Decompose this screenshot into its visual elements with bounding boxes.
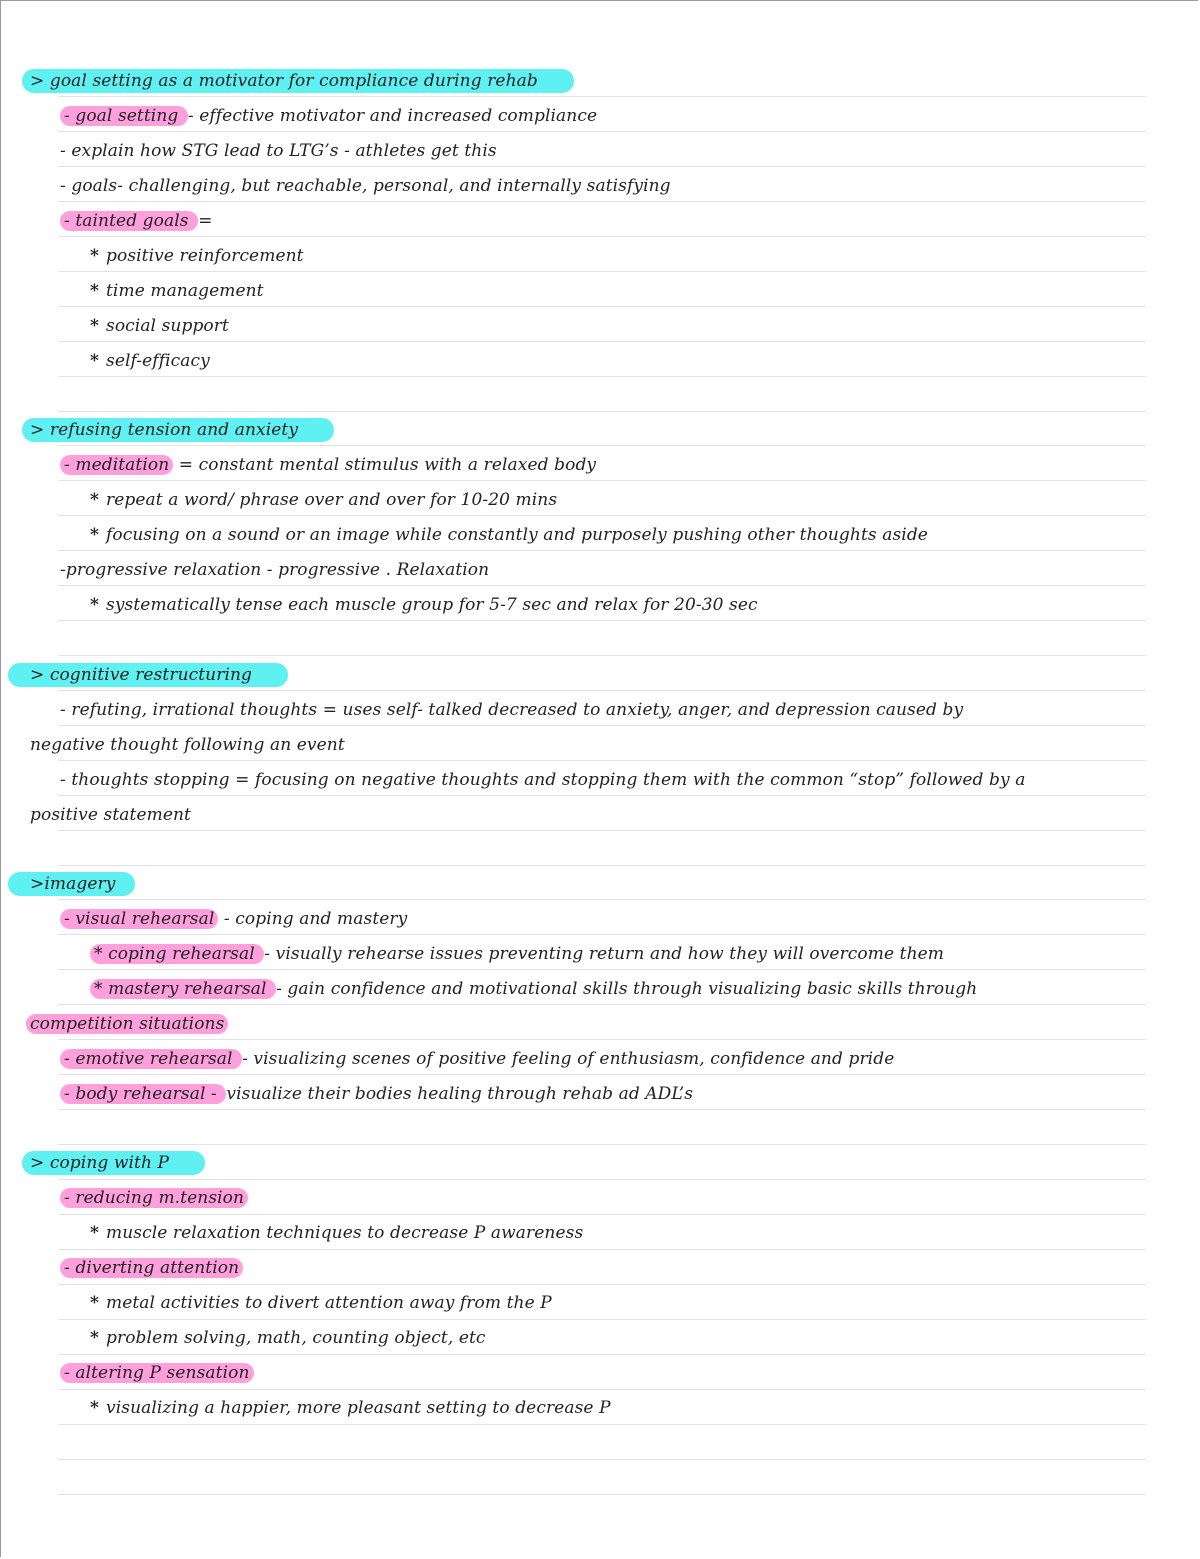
ruled-line xyxy=(58,1214,1146,1215)
note-line: -progressive relaxation - progressive . Relaxation xyxy=(60,560,490,580)
note-line: positive statement xyxy=(30,805,191,825)
highlighted-term: - goal setting xyxy=(60,106,188,126)
ruled-line xyxy=(58,480,1146,481)
ruled-line xyxy=(58,1354,1146,1355)
ruled-line xyxy=(58,1004,1146,1005)
ruled-line xyxy=(58,271,1146,272)
note-line: - emotive rehearsal - visualizing scenes of positive feeling of enthusiasm, confidence and pride xyxy=(60,1044,894,1074)
highlighted-term: - reducing m.tension xyxy=(60,1188,248,1208)
section-heading: > refusing tension and anxiety xyxy=(30,415,334,445)
ruled-line xyxy=(58,1319,1146,1320)
bullet-item: * time management xyxy=(90,281,264,301)
ruled-line xyxy=(58,1039,1146,1040)
ruled-line xyxy=(58,411,1146,412)
ruled-line xyxy=(58,865,1146,866)
highlighted-term: - body rehearsal - xyxy=(60,1084,226,1104)
ruled-line xyxy=(58,969,1146,970)
highlighted-term: - diverting attention xyxy=(60,1258,243,1278)
note-line: - thoughts stopping = focusing on negative thoughts and stopping them with the common “stop” followed by a xyxy=(60,770,1026,790)
note-line: - tainted goals = xyxy=(60,206,212,236)
highlighted-term: - meditation xyxy=(60,455,173,475)
highlighted-term: competition situations xyxy=(26,1014,228,1034)
note-line xyxy=(60,1253,243,1283)
ruled-line xyxy=(58,690,1146,691)
ruled-line xyxy=(58,934,1146,935)
ruled-line xyxy=(58,620,1146,621)
note-line: - goals- challenging, but reachable, personal, and internally satisfying xyxy=(60,176,671,196)
ruled-line xyxy=(58,550,1146,551)
section-heading: >imagery xyxy=(30,869,135,899)
note-line: - body rehearsal - visualize their bodies healing through rehab ad ADL’s xyxy=(60,1079,693,1109)
ruled-line xyxy=(58,1459,1146,1460)
ruled-line xyxy=(58,1144,1146,1145)
ruled-line xyxy=(58,1494,1146,1495)
bullet-item: * metal activities to divert attention away from the P xyxy=(90,1293,552,1313)
ruled-line xyxy=(58,1424,1146,1425)
bullet-item: * problem solving, math, counting object, etc xyxy=(90,1328,486,1348)
bullet-item: * self-efficacy xyxy=(90,351,210,371)
ruled-line xyxy=(58,445,1146,446)
highlighted-term: - altering P sensation xyxy=(60,1363,254,1383)
bullet-item: * focusing on a sound or an image while constantly and purposely pushing other thoughts aside xyxy=(90,525,928,545)
ruled-line xyxy=(58,96,1146,97)
bullet-item: * positive reinforcement xyxy=(90,246,304,266)
note-line: - goal setting - effective motivator and increased compliance xyxy=(60,101,597,131)
note-line: * coping rehearsal - visually rehearse issues preventing return and how they will overcome them xyxy=(90,939,944,969)
note-line: - visual rehearsal - coping and mastery xyxy=(60,904,407,934)
ruled-line xyxy=(58,1249,1146,1250)
ruled-line xyxy=(58,899,1146,900)
ruled-line xyxy=(58,1109,1146,1110)
note-line xyxy=(26,1009,228,1039)
note-line: * mastery rehearsal - gain confidence and motivational skills through visualizing basic skills through xyxy=(90,974,977,1004)
highlighted-term: * mastery rehearsal xyxy=(90,979,276,999)
note-line: - explain how STG lead to LTG’s - athletes get this xyxy=(60,141,497,161)
note-line: - meditation = constant mental stimulus with a relaxed body xyxy=(60,450,596,480)
ruled-line xyxy=(58,655,1146,656)
bullet-item: * social support xyxy=(90,316,229,336)
bullet-item: * visualizing a happier, more pleasant setting to decrease P xyxy=(90,1398,611,1418)
highlighted-term: - tainted goals xyxy=(60,211,198,231)
section-heading: > goal setting as a motivator for compliance during rehab xyxy=(30,66,574,96)
ruled-line xyxy=(58,515,1146,516)
ruled-line xyxy=(58,131,1146,132)
note-line: negative thought following an event xyxy=(30,735,345,755)
bullet-item: * repeat a word/ phrase over and over for 10-20 mins xyxy=(90,490,558,510)
ruled-line xyxy=(58,1074,1146,1075)
ruled-line xyxy=(58,236,1146,237)
highlighted-term: - emotive rehearsal xyxy=(60,1049,242,1069)
ruled-line xyxy=(58,1284,1146,1285)
note-line: - refuting, irrational thoughts = uses self- talked decreased to anxiety, anger, and depression caused by xyxy=(60,700,964,720)
ruled-line xyxy=(58,795,1146,796)
note-line xyxy=(60,1183,248,1213)
note-line xyxy=(60,1358,254,1388)
ruled-line xyxy=(58,306,1146,307)
ruled-line xyxy=(58,201,1146,202)
ruled-line xyxy=(58,341,1146,342)
ruled-line xyxy=(58,725,1146,726)
ruled-line xyxy=(58,1179,1146,1180)
bullet-item: * systematically tense each muscle group for 5-7 sec and relax for 20-30 sec xyxy=(90,595,758,615)
ruled-line xyxy=(58,760,1146,761)
ruled-line xyxy=(58,376,1146,377)
ruled-line xyxy=(58,1389,1146,1390)
bullet-item: * muscle relaxation techniques to decrease P awareness xyxy=(90,1223,584,1243)
ruled-line xyxy=(58,585,1146,586)
ruled-line xyxy=(58,830,1146,831)
section-heading: > cognitive restructuring xyxy=(30,660,288,690)
highlighted-term: - visual rehearsal xyxy=(60,909,218,929)
highlighted-term: * coping rehearsal xyxy=(90,944,264,964)
ruled-line xyxy=(58,166,1146,167)
section-heading: > coping with P xyxy=(30,1148,205,1178)
